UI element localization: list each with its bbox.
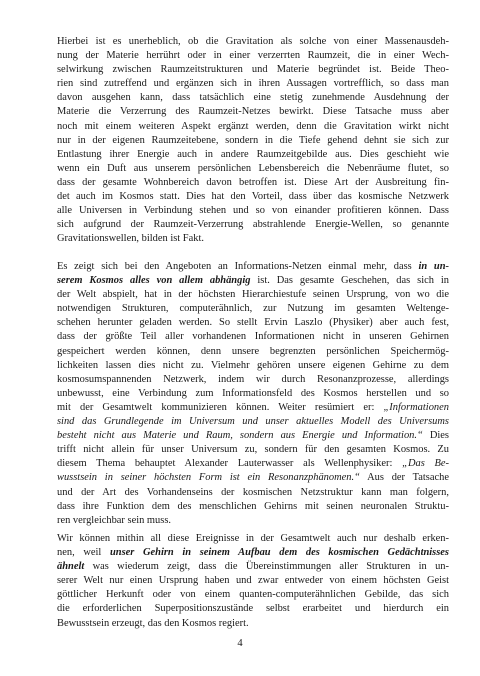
text-segment: und der Art des Vorhandenseins der kosmischen Netzstruktur kann man folgern, (57, 486, 449, 498)
text-segment: die erforderlichen Superpositionszustände selbst erarbeitet und hierdurch ein (57, 603, 449, 615)
text-line (57, 260, 449, 274)
text-segment: ren vergleichbar sein muss. (57, 514, 172, 526)
text-line (57, 401, 449, 415)
text-segment: Bewusstsein erzeugt, das den Kosmos regiert. (57, 617, 249, 629)
text-segment: Gravitationswellen, bilden ist Fakt. (57, 233, 204, 245)
text-segment: Es zeigt sich bei den Angeboten an Informations-Netzen einmal mehr, dass (57, 261, 419, 272)
text-line (57, 190, 449, 204)
text-segment: rien sind zutreffend und ergänzen sich in ihren Aussagen vortrefflich, so dass man (57, 78, 449, 90)
text-segment: det auch im Kosmos statt. Dies hat den Vorteil, dass über das kosmische Netzwerk (57, 191, 449, 203)
text-line (57, 120, 449, 134)
text-line (57, 134, 449, 148)
text-line (57, 486, 449, 500)
text-line (57, 415, 449, 429)
text-segment: wenn ein Duft aus unserem persönlichen Lebensbereich die Nebenräume flutet, so (57, 162, 449, 174)
text-segment: trifft nicht allein für unser Universum zu, sondern für den gesamten Kosmos. Zu (57, 444, 449, 456)
text-line (57, 443, 449, 457)
text-segment: nur in der eigenen Raumzeitebene, sondern in die Tiefe gehend dehnt sie sich zur (57, 134, 449, 146)
text-line (57, 302, 449, 316)
text-segment: was wiederum zeigt, dass die Übereinstimmungen aller Strukturen in un- (84, 561, 449, 573)
text-segment: unbewusst, eine Verbindung zum Informationsfeld des Kosmos herstellen und so (57, 387, 449, 399)
emphasized-text: besteht nicht aus Materie und Raum, sondern aus Energie und Information.“ (57, 430, 423, 442)
text-segment: Entlastung ihrer Energie auch in andere Raumzeitgebilde aus. Dies geschieht wie (57, 148, 449, 160)
text-line (57, 617, 449, 631)
page-number: 4 (237, 638, 243, 649)
text-line (57, 546, 449, 560)
text-line (57, 588, 449, 602)
text-line (57, 288, 449, 302)
text-segment: diesem Thema behauptet Alexander Lauterwasser als Wellenphysiker: (57, 458, 403, 470)
text-line (57, 560, 449, 574)
text-line (57, 162, 449, 176)
text-segment: Dies (422, 430, 449, 442)
text-segment: sich aufgrund der Raumzeit-Verzerrung abstrahlende Energie-Wellen, so genannte (57, 219, 449, 231)
text-line (57, 500, 449, 514)
text-segment: selwirkung zwischen Raumzeitstrukturen und Materie begründet ist. Beide Theo- (57, 64, 449, 76)
text-line (57, 35, 449, 49)
text-line (57, 387, 449, 401)
text-line (57, 330, 449, 344)
text-segment: dass der größte Teil aller vorhandenen Informationen nicht in unseren Gehirnen (57, 331, 449, 343)
text-segment: Hierbei ist es unerheblich, ob die Gravitation als solche von einer Massenausdeh- (57, 36, 449, 47)
text-line (57, 274, 449, 288)
text-line (57, 359, 449, 373)
text-line (57, 373, 449, 387)
text-segment: ist. Das gesamte Geschehen, das sich in (250, 275, 449, 287)
text-segment: dass ihre Funktion dem des menschlichen Gehirns mit seinen neuronalen Struktu- (57, 500, 449, 512)
text-line (57, 532, 449, 546)
text-line (57, 148, 449, 162)
text-line (57, 602, 449, 616)
text-line (57, 218, 449, 232)
paragraph-information-networks (57, 260, 449, 528)
paragraph-gravitation (57, 35, 449, 246)
text-segment: der Welt abspielt, hat in der höchsten Hierarchiestufe seinen Ursprung, von wo die (57, 289, 449, 301)
text-segment: kosmosumspannenden Netzwerk, indem wir durch Resonanzprozesse, allerdings (57, 373, 449, 385)
text-line (57, 457, 449, 471)
text-line (57, 345, 449, 359)
text-line (57, 429, 449, 443)
text-segment: Aus der Tatsache (359, 472, 449, 484)
emphasized-text: „Das Be- (402, 458, 449, 470)
text-line (57, 176, 449, 190)
text-segment: davon ausgehen kann, dass tatsächlich eine stetig zunehmende Ausdehnung der (57, 92, 449, 104)
text-segment: serer Welt nur einen Ursprung haben und zwar entweder von einem höchsten Geist (57, 575, 449, 587)
emphasized-text: serem Kosmos alles von allem abhängig (57, 275, 251, 287)
text-segment: schehen herunter geladen werden. So stellt Ervin Laszlo (Physiker) aber auch fest, (57, 317, 449, 329)
text-line (57, 49, 449, 63)
text-segment: nung der Materie herrührt oder in einer verzerrten Raumzeit, die in einer Wech- (57, 50, 449, 62)
text-line (57, 514, 449, 528)
text-segment: nen, weil (57, 547, 110, 559)
text-line (57, 91, 449, 105)
text-line (57, 63, 449, 77)
text-segment: gespeichert werden können, denn unsere begrenzten persönlichen Speichermög- (57, 345, 449, 357)
text-segment: mit der Gesamtwelt kommunizieren können. Weiter resümiert er: (57, 401, 384, 413)
text-segment: dass der gesamte Wohnbereich davon betroffen ist. Diese Art der Ausbreitung fin- (57, 176, 449, 188)
text-segment: Materie die Verzerrung des Raumzeit-Netzes bewirkt. Diese Tatsache muss aber (57, 106, 449, 118)
paragraph-brain-cosmic-memory (57, 532, 449, 631)
text-line (57, 316, 449, 330)
text-segment: göttlicher Herkunft oder von einem quanten-computerähnlichen Gebilde, das sich (57, 589, 449, 601)
text-line (57, 204, 449, 218)
emphasized-text: ähnelt (57, 561, 85, 573)
text-line (57, 232, 449, 246)
text-line (57, 574, 449, 588)
emphasized-text: in un- (418, 261, 449, 272)
text-segment: noch mit einem weiteren Aspekt ergänzt werden, denn die Gravitation wirkt nicht (57, 120, 449, 132)
emphasized-text: unser Gehirn in seinem Aufbau dem des kosmischen Gedächtnisses (109, 547, 449, 559)
text-segment: notwendigen Strukturen, computerähnlich, zur Nutzung im gesamten Weltenge- (57, 303, 449, 315)
emphasized-text: wusstsein in seiner höchsten Form ist ein Resonanzphänomen.“ (57, 472, 360, 484)
text-line (57, 77, 449, 91)
text-segment: alle Universen in Verbindung stehen und so von einander profitieren können. Dass (57, 205, 449, 217)
text-line (57, 105, 449, 119)
emphasized-text: „Informationen (383, 401, 449, 413)
emphasized-text: sind das Grundlegende im Universum und unser aktuelles Modell des Universums (57, 416, 449, 428)
text-segment: lichkeiten lassen dies nicht zu. Vielmehr gehören unsere eigenen Gehirne zu dem (57, 359, 449, 371)
text-segment: Wir können mithin all diese Ereignisse in der Gesamtwelt auch nur deshalb erken- (57, 533, 449, 544)
text-line (57, 471, 449, 485)
